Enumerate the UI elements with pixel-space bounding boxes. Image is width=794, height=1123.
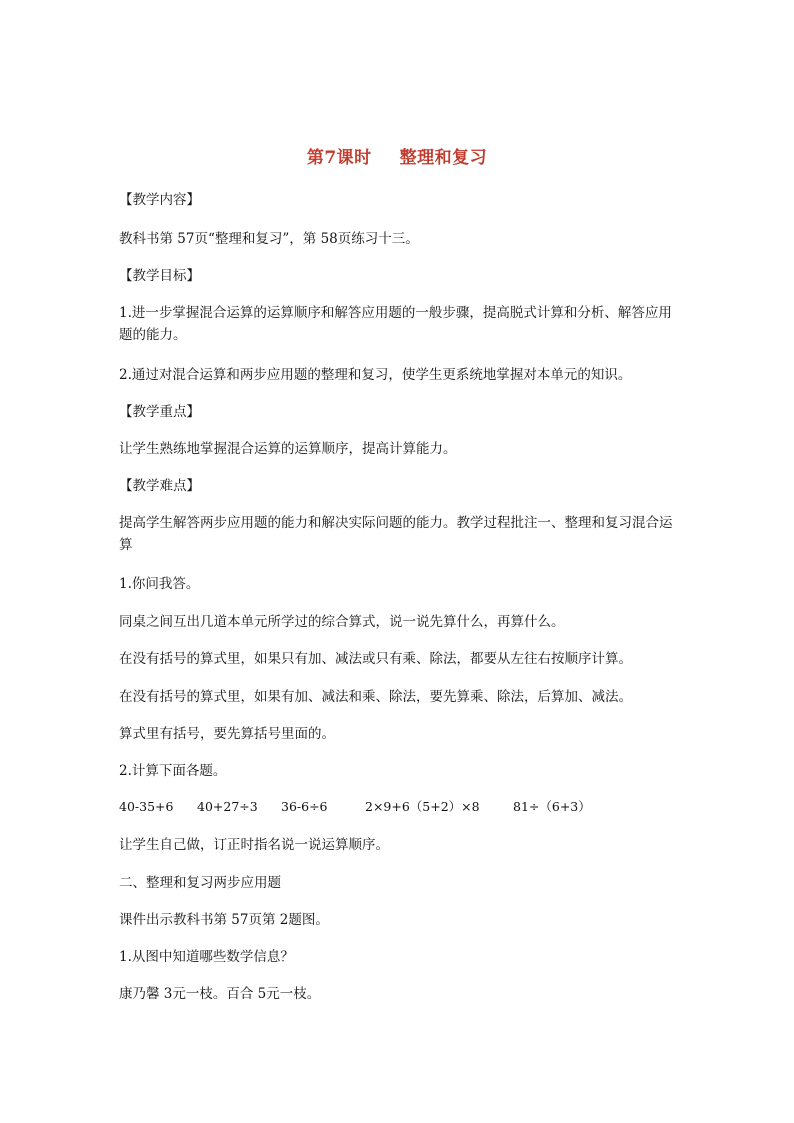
page-title — [0, 143, 794, 168]
rule-2: 在没有括号的算式里，如果有加、减法和乘、除法，要先算乘、除法，后算加、减法。 — [119, 689, 632, 705]
key-text: 让学生熟练地掌握混合运算的运算顺序，提高计算能力。 — [119, 441, 457, 457]
part-2-text: 课件出示教科书第 57页第 2题图。 — [119, 912, 329, 928]
difficulty-text: 提高学生解答两步应用题的能力和解决实际问题的能力。教学过程批注一、整理和复习混合运算 — [119, 515, 673, 553]
goal-1: 1.进一步掌握混合运算的运算顺序和解答应用题的一般步骤，提高脱式计算和分析、解答应用题的能力。 — [119, 305, 672, 343]
formula-row — [119, 797, 679, 817]
difficulty-heading: 【教学难点】 — [119, 478, 200, 494]
formula-item: 40-35+6 — [119, 799, 174, 814]
step-2-text: 让学生自己做，订正时指名说一说运算顺序。 — [119, 837, 389, 853]
answer-1: 康乃馨 3元一枝。百合 5元一枝。 — [119, 986, 321, 1002]
formula-item: 36-6÷6 — [281, 799, 328, 814]
rule-3: 算式里有括号，要先算括号里面的。 — [119, 726, 335, 742]
part-2-heading: 二、整理和复习两步应用题 — [119, 875, 281, 891]
rule-1: 在没有括号的算式里，如果只有加、减法或只有乘、除法，都要从左往右按顺序计算。 — [119, 651, 632, 667]
content-heading: 【教学内容】 — [119, 192, 200, 208]
formula-item: 2×9+6（5+2）×8 — [365, 799, 480, 814]
lesson-number: 第7课时 — [306, 148, 372, 168]
question-1: 1.从图中知道哪些数学信息？ — [119, 949, 294, 965]
lesson-topic: 整理和复习 — [399, 148, 488, 168]
step-1-text: 同桌之间互出几道本单元所学过的综合算式，说一说先算什么，再算什么。 — [119, 614, 565, 630]
formula-item: 40+27÷3 — [197, 799, 258, 814]
formula-item: 81÷（6+3） — [513, 799, 591, 814]
goals-heading: 【教学目标】 — [119, 268, 200, 284]
content-text: 教科书第 57页“整理和复习”，第 58页练习十三。 — [119, 231, 419, 247]
step-1: 1.你问我答。 — [119, 576, 200, 592]
key-heading: 【教学重点】 — [119, 404, 200, 420]
goal-2: 2.通过对混合运算和两步应用题的整理和复习，使学生更系统地掌握对本单元的知识。 — [119, 367, 632, 383]
step-2: 2.计算下面各题。 — [119, 763, 227, 779]
